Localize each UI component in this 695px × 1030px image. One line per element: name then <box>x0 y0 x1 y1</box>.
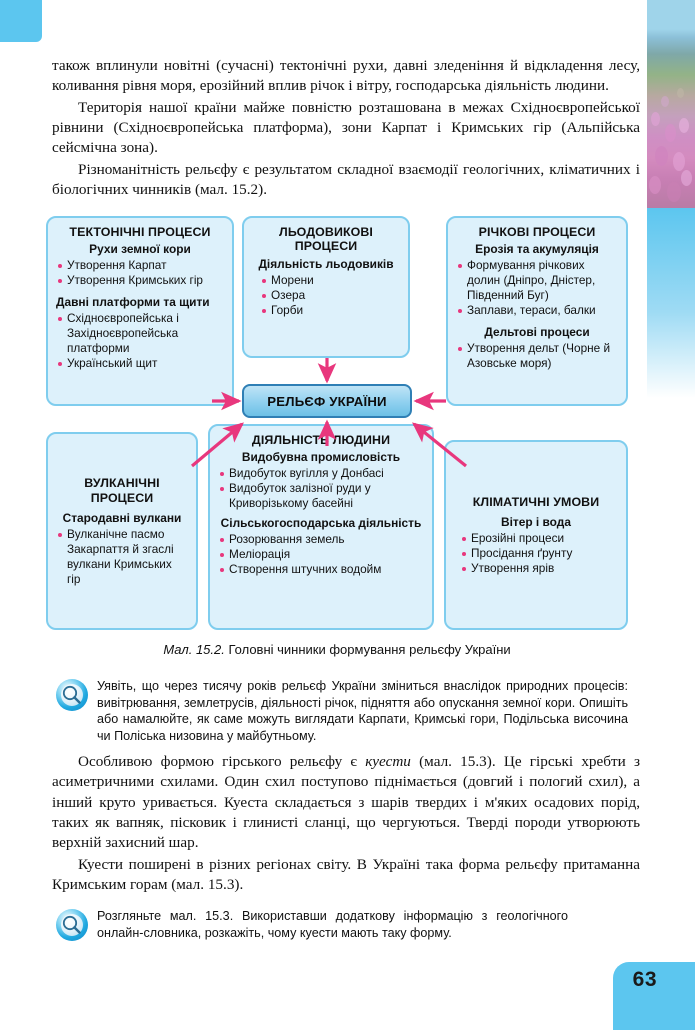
paragraph: Різноманітність рельєфу є результатом складної взаємодії геологічних, кліматичних і біологічних чинників (мал. 15.2). <box>52 160 640 199</box>
box-subtitle: Сільськогосподарська діяльність <box>220 516 422 531</box>
list-item: Створення штучних водойм <box>218 562 424 577</box>
paragraph: Куести поширені в різних регіонах світу. В Україні така форма рельєфу притаманна Кримським горам (мал. 15.3). <box>52 855 640 894</box>
intro-text-block <box>52 56 640 202</box>
list-item: Формування річкових долин (Дніпро, Дністер, Південний Буг) <box>456 258 618 303</box>
box-list <box>456 341 618 371</box>
decorative-photo-strip-crocus-field <box>647 0 695 208</box>
list-item: Утворення ярів <box>460 561 618 576</box>
box-list <box>56 258 224 288</box>
box-title: ЛЬОДОВИКОВІ ПРОЦЕСИ <box>279 225 373 254</box>
box-list <box>260 273 400 318</box>
box-list <box>218 532 424 577</box>
activity-text: Розгляньте мал. 15.3. Використавши додаткову інформацію з геологічного онлайн-словника, розкажіть, чому куести мають таку форму. <box>97 909 568 940</box>
list-item: Український щит <box>56 356 224 371</box>
list-item: Ерозійні процеси <box>460 531 618 546</box>
paragraph: Територія нашої країни майже повністю розташована в межах Східноєвропейської рівнини (Східноєвропейська платформа), зони Карпат і Кримських гір (Альпійська сейсмічна зона). <box>52 98 640 157</box>
diagram-box-tectonic <box>46 216 234 406</box>
list-item: Заплави, тераси, балки <box>456 303 618 318</box>
list-item: Горби <box>260 303 400 318</box>
list-item: Меліорація <box>218 547 424 562</box>
list-item: Вулканічне пасмо Закарпаття й згаслі вулкани Кримських гір <box>56 527 188 586</box>
box-title: РІЧКОВІ ПРОЦЕСИ <box>478 225 596 239</box>
box-title: ВУЛКАНІЧНІ ПРОЦЕСИ <box>84 476 160 505</box>
list-item: Видобуток залізної руди у Криворізькому басейні <box>218 481 424 511</box>
box-subtitle: Дельтові процеси <box>484 324 590 339</box>
diagram-box-volcanic <box>46 432 198 630</box>
magnifier-icon <box>56 909 88 941</box>
list-item: Утворення Карпат <box>56 258 224 273</box>
box-list <box>460 531 618 576</box>
list-item: Морени <box>260 273 400 288</box>
list-item: Утворення Кримських гір <box>56 273 224 288</box>
list-item: Утворення дельт (Чорне й Азовське моря) <box>456 341 618 371</box>
box-subtitle: Рухи земної кори <box>89 242 191 257</box>
diagram-box-climatic <box>444 440 628 630</box>
list-item: Просідання ґрунту <box>460 546 618 561</box>
kuesty-term: куести <box>365 753 411 770</box>
kuesty-rest: (мал. 15.3). Це гірські хребти з асиметричними схилами. Один схил поступово піднімається (довгий і пологий схил), а інший круто уривається. Куеста складається з шарів твердих і м'яких осадових порід, таких як вапняк, пісковик і глинисті сланці, що чергуються. Тверді породи утворюють верхній захисний шар. <box>52 753 640 852</box>
page-number: 63 <box>632 968 657 991</box>
box-list <box>218 466 424 511</box>
diagram-box-glacial <box>242 216 410 358</box>
box-title: ТЕКТОНІЧНІ ПРОЦЕСИ <box>69 225 211 239</box>
kuesty-lead: Особливою формою гірського рельєфу є <box>78 753 366 770</box>
activity-block-2 <box>56 908 568 941</box>
magnifier-icon <box>56 679 88 711</box>
box-subtitle: Давні платформи та щити <box>56 295 210 310</box>
box-title: КЛІМАТИЧНІ УМОВИ <box>472 494 600 509</box>
paragraph: також вплинули новітні (сучасні) тектонічні рухи, давні зледеніння й відкладення лесу, коливання рівня моря, ерозійний вплив річок і вітру, господарська діяльність людини. <box>52 57 640 95</box>
diagram-box-human-activity <box>208 424 434 630</box>
box-subtitle: Ерозія та акумуляція <box>475 242 599 257</box>
activity-text: Уявіть, що через тисячу років рельєф України зміниться внаслідок природних процесів: вивітрювання, землетрусів, діяльності річок, підняття або опускання земної кори. Опишіть або намалюйте, як саме можуть виглядати Карпати, Кримські гори, Подільська височина чи Поліська низовина у майбутньому. <box>97 679 628 744</box>
activity-block-1 <box>56 678 628 745</box>
diagram-box-river <box>446 216 628 406</box>
box-list <box>456 258 618 317</box>
list-item: Видобуток вугілля у Донбасі <box>218 466 424 481</box>
figure-caption-number: Мал. 15.2. <box>163 642 225 657</box>
box-list <box>56 311 224 370</box>
box-title: ДІЯЛЬНІСТЬ ЛЮДИНИ <box>251 433 391 447</box>
decorative-blue-column <box>647 208 695 398</box>
box-list <box>56 527 188 586</box>
list-item: Озера <box>260 288 400 303</box>
figure-15-2-diagram <box>46 216 628 630</box>
figure-caption-text: Головні чинники формування рельєфу України <box>224 642 511 657</box>
decorative-corner-tab <box>0 0 42 42</box>
kuesty-text-block <box>52 752 640 897</box>
box-subtitle: Стародавні вулкани <box>62 511 182 526</box>
figure-caption <box>46 642 628 657</box>
list-item: Східноєвропейська і Західноєвропейська платформи <box>56 311 224 356</box>
diagram-center-node <box>242 384 412 418</box>
list-item: Розорювання земель <box>218 532 424 547</box>
paragraph <box>52 752 640 854</box>
box-subtitle: Діяльність льодовиків <box>258 256 394 271</box>
center-node-label: РЕЛЬЄФ УКРАЇНИ <box>267 393 387 409</box>
box-subtitle: Видобувна промисловість <box>241 450 401 465</box>
box-subtitle: Вітер і вода <box>501 515 571 530</box>
